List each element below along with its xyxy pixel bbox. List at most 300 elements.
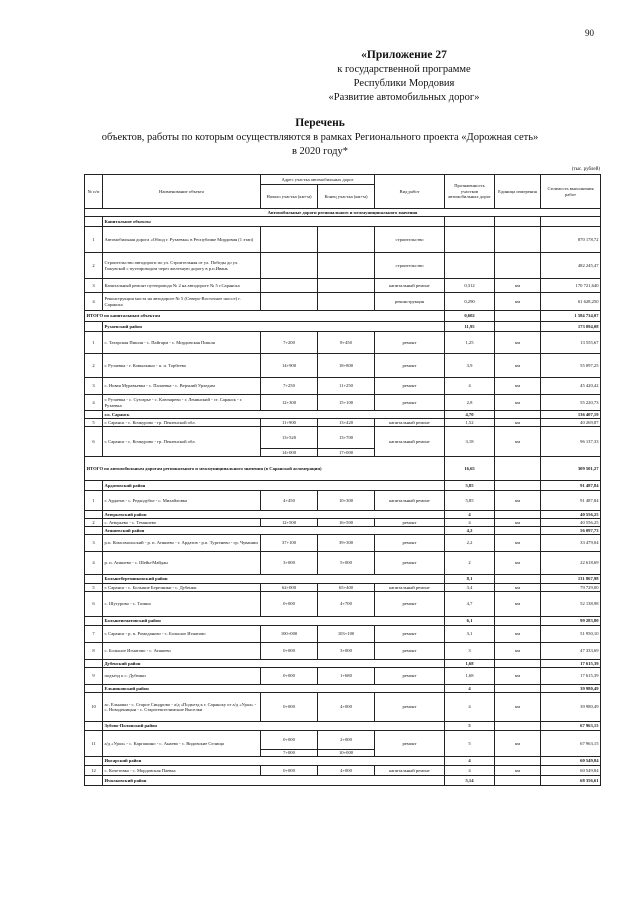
object-name: г. Рузаевка - с. Сузгарье - с. Ключарево - г. Ленинский - ст. Саранск - г. Рузаевка: [103, 395, 261, 411]
unit-cell: [495, 322, 541, 332]
end-cell: 10+300: [318, 491, 375, 511]
work-type-cell: ремонт: [375, 668, 445, 685]
unit-cell: км: [495, 584, 541, 592]
object-name: г. Рузаевка - г. Ковылкино - п. п. Торбеево: [103, 354, 261, 378]
row-number: 5: [85, 419, 103, 427]
length-cell: 6,1: [445, 617, 495, 626]
cost-cell: 91 487,84: [541, 491, 601, 511]
end-cell: 103+100: [318, 626, 375, 643]
end-cell: 4+700: [318, 592, 375, 617]
row-number: 3: [85, 279, 103, 293]
end-cell: 4+000: [318, 693, 375, 722]
length-cell: 4: [445, 766, 495, 776]
row-number: 6: [85, 592, 103, 617]
table-row: [85, 584, 601, 592]
length-cell: 11,95: [445, 322, 495, 332]
end-cell: 2+000: [318, 731, 375, 750]
cost-cell: 131 867,98: [541, 575, 601, 584]
end-cell: [318, 279, 375, 293]
table-row: [85, 419, 601, 427]
cost-cell: 67 963,15: [541, 722, 601, 731]
table-row: [85, 668, 601, 685]
total-row: [85, 457, 601, 481]
length-cell: 5,14: [445, 776, 495, 786]
district-name: г.о. Саранск: [103, 411, 445, 419]
table-row: [85, 731, 601, 750]
end-cell: 4+000: [318, 766, 375, 776]
end-cell: 16+500: [318, 519, 375, 527]
table-row: [85, 332, 601, 354]
length-cell: 0,290: [445, 293, 495, 311]
appendix-line-3: Республики Мордовия: [353, 78, 455, 89]
object-name: г. Ардатов - с. Редкодубье - с. Михайловка: [103, 491, 261, 511]
table-row: [85, 354, 601, 378]
work-type-cell: ремонт: [375, 395, 445, 411]
work-type-cell: капитальный ремонт: [375, 419, 445, 427]
col-name-header: Наименование объекта: [103, 175, 261, 209]
section-title: Автомобильные дороги регионального и межмуниципального значения: [85, 209, 601, 217]
cost-cell: 39 980,49: [541, 685, 601, 693]
end-cell: 5+000: [318, 552, 375, 575]
unit-cell: км: [495, 395, 541, 411]
row-number: 1: [85, 227, 103, 253]
unit-cell: км: [495, 693, 541, 722]
col-num-header: № п/п: [85, 175, 103, 209]
cost-cell: 40 269,87: [541, 419, 601, 427]
row-number: 12: [85, 766, 103, 776]
section-row: [85, 209, 601, 217]
cost-cell: 1 584 734,07: [541, 311, 601, 322]
work-type-cell: ремонт: [375, 693, 445, 722]
unit-cell: км: [495, 668, 541, 685]
row-number: 8: [85, 643, 103, 660]
district-row: [85, 575, 601, 584]
start-cell: [261, 279, 318, 293]
row-number: 10: [85, 693, 103, 722]
row-num-cell: [85, 776, 103, 786]
district-row: [85, 776, 601, 786]
cost-cell: 96 137,33: [541, 427, 601, 457]
start-cell: 13+520: [261, 427, 318, 449]
length-cell: 8,1: [445, 575, 495, 584]
start-cell: [261, 253, 318, 279]
end-cell: 39+300: [318, 535, 375, 552]
cost-cell: 482 245,47: [541, 253, 601, 279]
cost-cell: 22 618,69: [541, 552, 601, 575]
appendix-title: «Приложение 27: [361, 49, 447, 61]
length-cell: 5,85: [445, 491, 495, 511]
unit-cell: км: [495, 332, 541, 354]
object-name: г. Саранск - с. Большие Березники - с. Дубенки: [103, 584, 261, 592]
objects-table: [84, 174, 601, 786]
table-row: [85, 395, 601, 411]
work-type-cell: ремонт: [375, 643, 445, 660]
cost-cell: 136 407,19: [541, 411, 601, 419]
end-cell: 10+000: [318, 750, 375, 757]
length-cell: 1,25: [445, 332, 495, 354]
row-number: 3: [85, 378, 103, 395]
length-cell: 3,1: [445, 626, 495, 643]
district-name: Рузаевский район: [103, 322, 445, 332]
end-cell: 18+800: [318, 354, 375, 378]
district-name: Капитальное объекты: [103, 217, 445, 227]
work-type-cell: ремонт: [375, 535, 445, 552]
row-num-cell: [85, 575, 103, 584]
unit-cell: [495, 511, 541, 519]
col-length-header: Протяженность участков автомобильных дорог: [445, 175, 495, 209]
unit-cell: км: [495, 419, 541, 427]
end-cell: 3+000: [318, 643, 375, 660]
unit-cell: [495, 411, 541, 419]
length-cell: 4: [445, 757, 495, 766]
unit-cell: [495, 527, 541, 535]
units-note: (тыс. рублей): [571, 167, 600, 172]
length-cell: 0,312: [445, 279, 495, 293]
row-num-cell: [85, 757, 103, 766]
start-cell: 7+250: [261, 378, 318, 395]
start-cell: 3+000: [261, 552, 318, 575]
object-name: с. Шугурово - с. Тазино: [103, 592, 261, 617]
table-row: [85, 427, 601, 449]
length-cell: 1,68: [445, 660, 495, 668]
cost-cell: 60 549,84: [541, 766, 601, 776]
cost-cell: 52 138,98: [541, 592, 601, 617]
work-type-cell: капитальный ремонт: [375, 427, 445, 457]
object-name: г. Саранск - р. п. Ромоданово - с. Большое Игнатово: [103, 626, 261, 643]
start-cell: 100+000: [261, 626, 318, 643]
length-cell: 2,8: [445, 395, 495, 411]
end-cell: 15+100: [318, 395, 375, 411]
start-cell: 37+100: [261, 535, 318, 552]
district-row: [85, 685, 601, 693]
length-cell: 2,2: [445, 535, 495, 552]
row-num-cell: [85, 527, 103, 535]
object-name: г. Саранск - с. Кочкурово - гр. Пензенской обл.: [103, 427, 261, 457]
work-type-cell: ремонт: [375, 552, 445, 575]
length-cell: 3,18: [445, 427, 495, 457]
row-num-cell: [85, 217, 103, 227]
row-num-cell: [85, 722, 103, 731]
cost-cell: 13 555,67: [541, 332, 601, 354]
cost-cell: 33 479,04: [541, 535, 601, 552]
row-num-cell: [85, 617, 103, 626]
start-cell: 7+000: [261, 750, 318, 757]
cost-cell: 45 420,42: [541, 378, 601, 395]
object-name: р.п. Комсомольский - р. п. Атяшево - г. Ардатов - р.п. Тургенево - гр. Чувашии: [103, 535, 261, 552]
col-end-header: Конец участка (км+м): [318, 185, 375, 209]
cost-cell: 870 178,72: [541, 227, 601, 253]
object-name: г. Саранск - с. Кочкурово - гр. Пензенской обл.: [103, 419, 261, 427]
district-row: [85, 757, 601, 766]
unit-cell: км: [495, 592, 541, 617]
table-row: [85, 519, 601, 527]
length-cell: 4: [445, 378, 495, 395]
district-name: Большеигнатовский район: [103, 617, 445, 626]
cost-cell: 61 628,250: [541, 293, 601, 311]
row-number: 3: [85, 535, 103, 552]
cost-cell: 17 615,39: [541, 668, 601, 685]
work-type-cell: капитальный ремонт: [375, 584, 445, 592]
unit-cell: [495, 457, 541, 481]
cost-cell: 91 487,84: [541, 481, 601, 491]
cost-cell: 39 980,49: [541, 693, 601, 722]
start-cell: [261, 227, 318, 253]
length-cell: 5: [445, 731, 495, 757]
length-cell: [445, 253, 495, 279]
work-type-cell: ремонт: [375, 378, 445, 395]
row-num-cell: [85, 660, 103, 668]
col-start-header: Начало участка (км+м): [261, 185, 318, 209]
object-name: а/д «Урал» - с. Каргашино - с. Анаево - с. Видовские Селища: [103, 731, 261, 757]
table-row: [85, 592, 601, 617]
unit-cell: [495, 776, 541, 786]
table-row: [85, 766, 601, 776]
cost-cell: 68 356,61: [541, 776, 601, 786]
district-name: Зубово-Полянский район: [103, 722, 445, 731]
length-cell: 16,65: [445, 457, 495, 481]
district-name: Атяшевский район: [103, 527, 445, 535]
object-name: Строительство автодороги по ул. Строительная от ул. Победы до ул. Гожувской с путепроводом через железную дорогу в р.п.Ивань: [103, 253, 261, 279]
start-cell: 14+000: [261, 449, 318, 457]
object-name: с. Большое Игнатово - с. Атяшево: [103, 643, 261, 660]
district-name: Большеберезниковский район: [103, 575, 445, 584]
work-type-cell: реконструкция: [375, 293, 445, 311]
row-number: 7: [85, 626, 103, 643]
cost-cell: [541, 217, 601, 227]
length-cell: 1,68: [445, 668, 495, 685]
unit-cell: [495, 617, 541, 626]
start-cell: 4+450: [261, 491, 318, 511]
row-number: 2: [85, 253, 103, 279]
object-name: ас. Ельники - с. Старое Синдрово - а/д «Подъезд к г. Саранску от а/д «Урал» - с. Новоденицын - с. Старотештелимские Выселки: [103, 693, 261, 722]
total-row: [85, 311, 601, 322]
unit-cell: [495, 217, 541, 227]
length-cell: 3: [445, 643, 495, 660]
row-num-cell: [85, 411, 103, 419]
district-name: Ардатовский район: [103, 481, 445, 491]
unit-cell: [495, 685, 541, 693]
unit-cell: км: [495, 378, 541, 395]
cost-cell: 17 615,39: [541, 660, 601, 668]
length-cell: 4,2: [445, 527, 495, 535]
unit-cell: км: [495, 293, 541, 311]
table-row: [85, 279, 601, 293]
row-num-cell: [85, 511, 103, 519]
row-number: 6: [85, 427, 103, 457]
end-cell: [318, 253, 375, 279]
district-row: [85, 481, 601, 491]
col-address-header: Адрес участка автомобильных дорог: [261, 175, 375, 185]
start-cell: 12+500: [261, 519, 318, 527]
length-cell: 5: [445, 722, 495, 731]
object-name: Автомобильная дорога «Обход г. Рузаевка» в Республике Мордовия (1 этап): [103, 227, 261, 253]
start-cell: 11+900: [261, 419, 318, 427]
unit-cell: [495, 722, 541, 731]
cost-cell: 40 556,25: [541, 519, 601, 527]
row-number: 1: [85, 332, 103, 354]
table-row: [85, 491, 601, 511]
length-cell: 4,7: [445, 592, 495, 617]
district-row: [85, 617, 601, 626]
length-cell: 4: [445, 519, 495, 527]
row-num-cell: [85, 322, 103, 332]
row-number: 5: [85, 584, 103, 592]
unit-cell: [495, 757, 541, 766]
cost-cell: 47 333,69: [541, 643, 601, 660]
work-type-cell: капитальный ремонт: [375, 491, 445, 511]
row-number: 2: [85, 354, 103, 378]
cost-cell: 170 721,640: [541, 279, 601, 293]
header-row-1: [85, 175, 601, 185]
end-cell: 13+700: [318, 427, 375, 449]
end-cell: 65+400: [318, 584, 375, 592]
length-cell: 4,70: [445, 411, 495, 419]
start-cell: 0+000: [261, 643, 318, 660]
start-cell: 62+000: [261, 584, 318, 592]
unit-cell: км: [495, 491, 541, 511]
district-row: [85, 322, 601, 332]
appendix-header: [274, 48, 534, 105]
work-type-cell: строительство: [375, 253, 445, 279]
table-row: [85, 626, 601, 643]
unit-cell: км: [495, 552, 541, 575]
unit-cell: км: [495, 643, 541, 660]
unit-cell: км: [495, 535, 541, 552]
length-cell: 4: [445, 511, 495, 519]
start-cell: 0+000: [261, 766, 318, 776]
object-name: Реконструкция моста на автодороге № 5 (Северо-Восточное шоссе) г. Саранска: [103, 293, 261, 311]
row-number: 9: [85, 668, 103, 685]
unit-cell: км: [495, 279, 541, 293]
length-cell: 3,4: [445, 584, 495, 592]
end-cell: [318, 227, 375, 253]
total-label: ИТОГО по автомобильным дорогам регионального и межмуниципального значения (в Саранской агломерации): [85, 457, 445, 481]
start-cell: 7+200: [261, 332, 318, 354]
start-cell: 14+900: [261, 354, 318, 378]
unit-cell: км: [495, 626, 541, 643]
unit-cell: км: [495, 519, 541, 527]
district-name: Ичалковский район: [103, 776, 445, 786]
length-cell: 0,602: [445, 311, 495, 322]
district-row: [85, 660, 601, 668]
object-name: с. Новая Муравьевка - с. Палаевка - с. Верхний Урледим: [103, 378, 261, 395]
start-cell: [261, 293, 318, 311]
cost-cell: 51 950,10: [541, 626, 601, 643]
table-row: [85, 535, 601, 552]
table-row: [85, 643, 601, 660]
title-line-2: объектов, работы по которым осуществляются в рамках Регионального проекта «Дорожная сеть»: [101, 132, 539, 143]
length-cell: 2: [445, 552, 495, 575]
row-number: 11: [85, 731, 103, 757]
district-name: Дубенский район: [103, 660, 445, 668]
row-number: 2: [85, 519, 103, 527]
district-name: Ельниковский район: [103, 685, 445, 693]
cost-cell: 55 097,25: [541, 354, 601, 378]
table-row: [85, 693, 601, 722]
cost-cell: 55 220,73: [541, 395, 601, 411]
cost-cell: 67 963,15: [541, 731, 601, 757]
end-cell: 13+420: [318, 419, 375, 427]
district-row: [85, 527, 601, 535]
table-row: [85, 227, 601, 253]
start-cell: 0+000: [261, 731, 318, 750]
district-row: [85, 511, 601, 519]
end-cell: [318, 293, 375, 311]
end-cell: 17+000: [318, 449, 375, 457]
cost-cell: 60 549,84: [541, 757, 601, 766]
table-row: [85, 378, 601, 395]
start-cell: 0+000: [261, 592, 318, 617]
work-type-cell: ремонт: [375, 354, 445, 378]
appendix-line-2: к государственной программе: [337, 64, 471, 75]
start-cell: 0+000: [261, 693, 318, 722]
unit-cell: [495, 311, 541, 322]
cost-cell: 79 729,00: [541, 584, 601, 592]
length-cell: [445, 217, 495, 227]
work-type-cell: капитальный ремонт: [375, 279, 445, 293]
unit-cell: [495, 481, 541, 491]
end-cell: 11+250: [318, 378, 375, 395]
object-name: с. Татарская Пишля - с. Пайгарм - с. Мордовская Пишля: [103, 332, 261, 354]
col-work-header: Вид работ: [375, 175, 445, 209]
total-label: ИТОГО по капитальным объектам: [85, 311, 445, 322]
length-cell: [445, 227, 495, 253]
unit-cell: км: [495, 427, 541, 457]
row-number: 4: [85, 395, 103, 411]
cost-cell: 99 283,80: [541, 617, 601, 626]
cost-cell: 40 556,25: [541, 511, 601, 519]
unit-cell: [495, 253, 541, 279]
start-cell: 0+000: [261, 668, 318, 685]
row-number: 4: [85, 293, 103, 311]
row-num-cell: [85, 481, 103, 491]
unit-cell: [495, 575, 541, 584]
length-cell: 3,9: [445, 354, 495, 378]
table-row: [85, 293, 601, 311]
table-row: [85, 253, 601, 279]
object-name: р. п. Атяшево - с. Шейн-Майдан: [103, 552, 261, 575]
work-type-cell: ремонт: [375, 592, 445, 617]
unit-cell: [495, 660, 541, 668]
work-type-cell: ремонт: [375, 731, 445, 757]
district-row: [85, 217, 601, 227]
cost-cell: 56 097,73: [541, 527, 601, 535]
district-name: Инсарский район: [103, 757, 445, 766]
title-line-3: в 2020 году*: [291, 146, 349, 157]
district-row: [85, 411, 601, 419]
document-title: [0, 116, 640, 159]
unit-cell: км: [495, 731, 541, 757]
object-name: Капитальный ремонт путепровода № 2 на автодороге № 5 г.Саранска: [103, 279, 261, 293]
unit-cell: км: [495, 354, 541, 378]
end-cell: 1+680: [318, 668, 375, 685]
start-cell: 12+300: [261, 395, 318, 411]
work-type-cell: ремонт: [375, 626, 445, 643]
title-line-1: Перечень: [295, 117, 345, 129]
table-row: [85, 552, 601, 575]
object-name: с. Кочетовка - с. Мордовская Паевка: [103, 766, 261, 776]
unit-cell: км: [495, 766, 541, 776]
col-cost-header: Стоимость выполнения работ: [541, 175, 601, 209]
col-unit-header: Единица измерения: [495, 175, 541, 209]
object-name: с. Атюрьево - с. Темяшево: [103, 519, 261, 527]
district-name: Атюрьевский район: [103, 511, 445, 519]
length-cell: 5,85: [445, 481, 495, 491]
row-num-cell: [85, 685, 103, 693]
cost-cell: 173 094,08: [541, 322, 601, 332]
page-number: 90: [585, 28, 594, 38]
length-cell: 4: [445, 693, 495, 722]
